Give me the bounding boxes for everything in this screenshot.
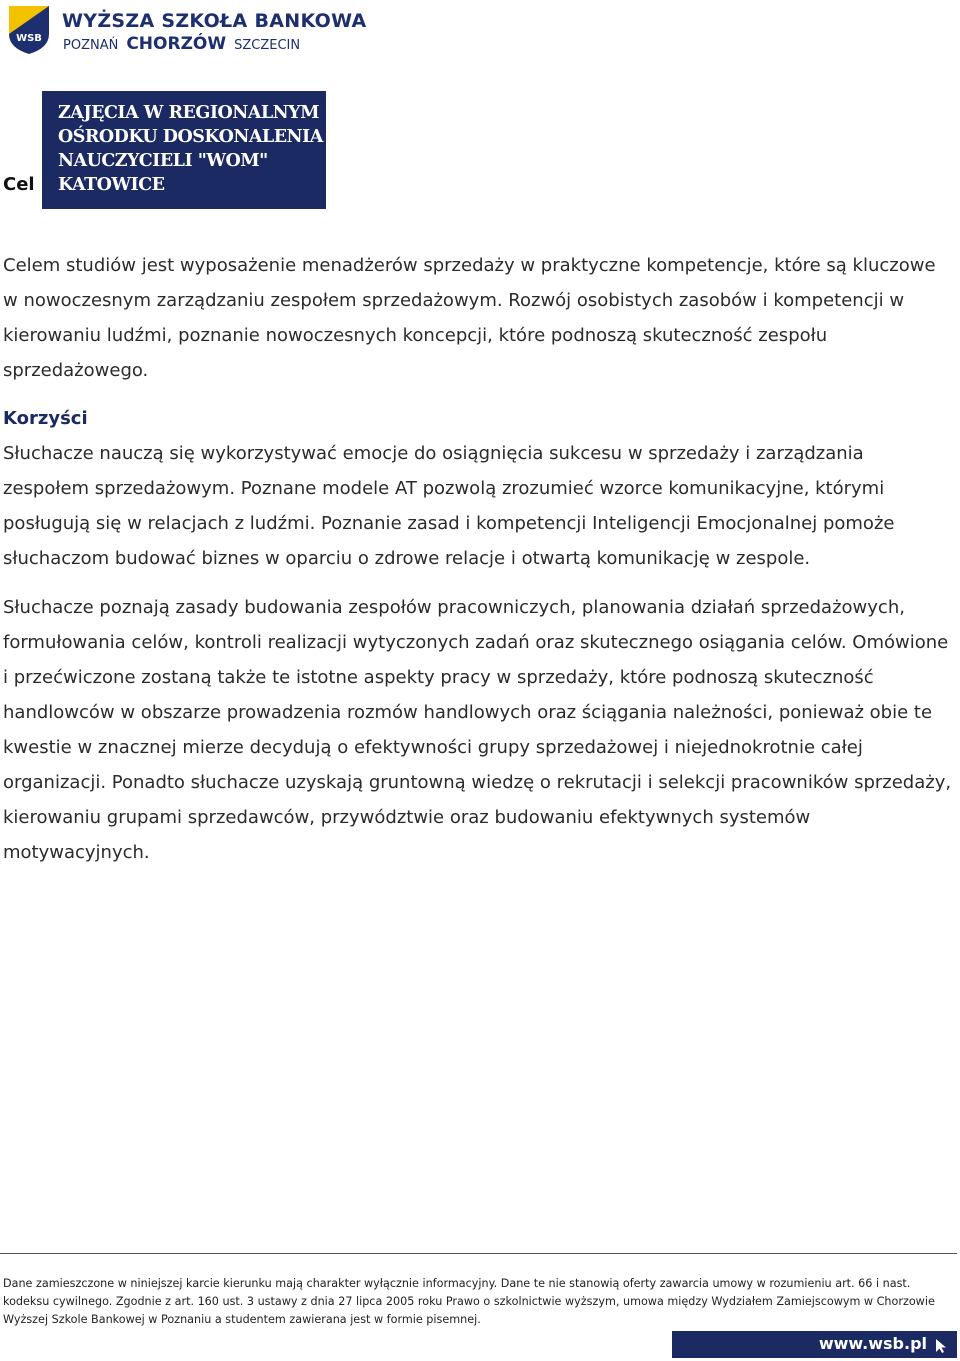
city-szczecin: SZCZECIN (234, 38, 301, 53)
footer-url-bar[interactable] (672, 1331, 957, 1358)
korzysci-heading: Korzyści (3, 408, 88, 429)
wsb-logo (6, 4, 367, 56)
korzysci-paragraph-1: Słuchacze nauczą się wykorzystywać emocje do osiągnięcia sukcesu w sprzedaży i zarządzania zespołem sprzedażowym. Poznane modele AT pozwolą zrozumieć wzorce komunikacyjne, którymi posługują się w relacjach z ludźmi. Poznanie zasad i kompetencji Inteligencji Emocjonalnej pomoże słuchaczom budować biznes w oparciu o zdrowe relacje i otwartą komunikację w zespole. (3, 443, 895, 569)
korzysci-paragraph-2: Słuchacze poznają zasady budowania zespołów pracowniczych, planowania działań sprzedażowych, formułowania celów, kontroli realizacji wytyczonych zadań oraz skutecznego osiągania celów. Omówione i przećwiczone zostaną także te istotne aspekty pracy w sprzedaży, które podnoszą skuteczność handlowców w obszarze prowadzenia rozmów handlowych oraz ściągania należności, ponieważ obie te kwestie w znacznej mierze decydują o efektywności grupy sprzedażowej i niejednokrotnie całej organizacji. Ponadto słuchacze uzyskają gruntowną wiedzę o rekrutacji i selekcji pracowników sprzedaży, kierowaniu grupami sprzedawców, przywództwie oraz budowaniu efektywnych systemów motywacyjnych. (3, 597, 952, 863)
cursor-icon (935, 1338, 949, 1354)
school-cities (63, 34, 300, 54)
badge-text: ZAJĘCIA W REGIONALNYM OŚRODKU DOSKONALENIA NAUCZYCIELI "WOM" KATOWICE (58, 103, 323, 195)
wom-katowice-badge (42, 91, 326, 209)
wsb-shield-icon (6, 4, 52, 56)
footer-url-link[interactable]: www.wsb.pl (818, 1334, 927, 1353)
school-name: WYŻSZA SZKOŁA BANKOWA (62, 10, 367, 32)
city-chorzow: CHORZÓW (126, 34, 227, 54)
shield-text: WSB (16, 33, 42, 44)
cel-paragraph: Celem studiów jest wyposażenie menadżerów sprzedaży w praktyczne kompetencje, które są kluczowe w nowoczesnym zarządzaniu zespołem sprzedażowym. Rozwój osobistych zasobów i kompetencji w kierowaniu ludźmi, poznanie nowoczesnych koncepcji, które podnoszą skuteczność zespołu sprzedażowego. (3, 255, 936, 381)
footer-disclaimer: Dane zamieszczone w niniejszej karcie kierunku mają charakter wyłącznie informacyjny. Dane te nie stanowią oferty zawarcia umowy w rozumieniu art. 66 i nast. kodeksu cywilnego. Zgodnie z art. 160 ust. 3 ustawy z dnia 27 lipca 2005 roku Prawo o szkolnictwie wyższym, umowa między Wydziałem Zamiejscowym w Chorzowie Wyższej Szkole Bankowej w Poznaniu a studentem zawierana jest w formie pisemnej. (3, 1277, 935, 1326)
footer-divider (0, 1253, 957, 1254)
city-poznan: POZNAŃ (63, 38, 119, 53)
section-label-cel: Cel (3, 174, 35, 195)
